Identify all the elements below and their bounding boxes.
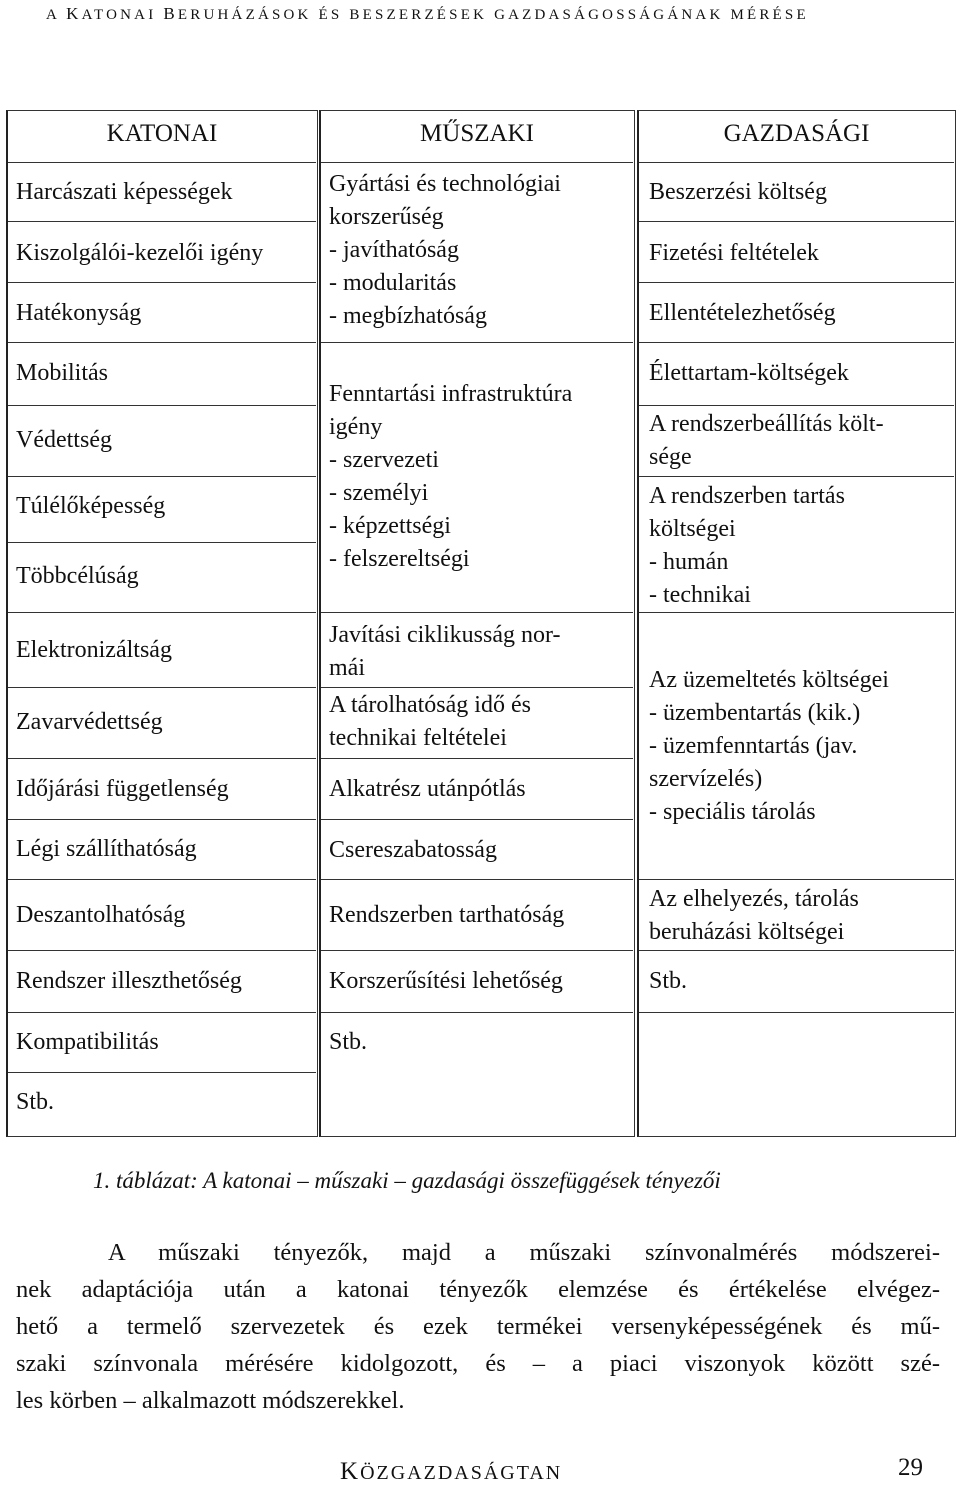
paragraph-line: hető a termelő szervezetek és ezek termékei versenyképességének és mű- [16, 1313, 940, 1340]
table-cell: Deszantolhatóság [16, 902, 186, 928]
table-cell: Stb. [16, 1089, 55, 1115]
row-divider [639, 612, 954, 613]
running-head [46, 4, 809, 24]
table-cell: - felszereltségi [329, 546, 470, 572]
footer-title [340, 1458, 562, 1486]
table-cell: A rendszerben tartás [649, 483, 845, 509]
table-cell: korszerűség [329, 204, 444, 230]
running-head-part: ATONAI [81, 7, 157, 23]
row-divider [8, 342, 316, 343]
row-divider [639, 282, 954, 283]
table-caption [93, 1168, 721, 1194]
row-divider [321, 342, 633, 343]
row-divider [639, 221, 954, 222]
table-cell: - személyi [329, 480, 429, 506]
row-divider [8, 758, 316, 759]
caption-text: táblázat: A katonai [116, 1168, 292, 1193]
row-divider [639, 342, 954, 343]
table-cell: Stb. [329, 1029, 368, 1055]
running-head-part: K [66, 4, 82, 23]
table-cell: szervízelés) [649, 766, 763, 792]
caption-text: gazdasági összefüggések tényezői [411, 1168, 721, 1193]
row-divider [8, 612, 316, 613]
row-divider [321, 1012, 633, 1013]
table-cell: sége [649, 444, 692, 470]
table-cell: Élettartam-költségek [649, 360, 849, 386]
running-head-part: BESZERZÉSEK [349, 7, 488, 23]
running-head-part: ERUHÁZÁSOK ÉS [177, 7, 343, 23]
table-cell: Javítási ciklikusság nor- [329, 622, 561, 648]
row-divider [8, 542, 316, 543]
table-cell: - képzettségi [329, 513, 451, 539]
row-divider [8, 950, 316, 951]
table-cell: A rendszerbeállítás költ- [649, 411, 884, 437]
running-head-part: MÉRÉSE [730, 7, 809, 23]
row-divider [639, 162, 954, 163]
caption-text: műszaki [314, 1168, 389, 1193]
table-cell: beruházási költségei [649, 919, 845, 945]
table-cell: Az elhelyezés, tárolás [649, 886, 859, 912]
row-divider [321, 950, 633, 951]
footer-initial: K [340, 1458, 361, 1485]
table-cell: Fizetési feltételek [649, 240, 819, 266]
table-cell: Légi szállíthatóság [16, 836, 197, 862]
table-cell: - modularitás [329, 270, 457, 296]
body-paragraph [16, 1234, 940, 1419]
table-cell: Fenntartási infrastruktúra [329, 381, 573, 407]
row-divider [8, 282, 316, 283]
row-divider [321, 819, 633, 820]
running-head-part: GAZDASÁGOSSÁGÁNAK [494, 7, 724, 23]
paragraph-line: szaki színvonala mérésére kidolgozott, és – a piaci viszonyok között szé- [16, 1350, 940, 1377]
page-number: 29 [898, 1454, 923, 1481]
table-cell: Védettség [16, 427, 112, 453]
table-cell: Hatékonyság [16, 300, 142, 326]
row-divider [639, 950, 954, 951]
table-cell: Időjárási függetlenség [16, 776, 229, 802]
row-divider [639, 1012, 954, 1013]
row-divider [321, 758, 633, 759]
row-divider [8, 405, 316, 406]
table-cell: A tárolhatóság idő és [329, 692, 531, 718]
caption-dash: – [297, 1168, 309, 1193]
table-cell: - technikai [649, 582, 751, 608]
table-cell: Zavarvédettség [16, 709, 163, 735]
column-header-katonai: KATONAI [106, 120, 218, 147]
row-divider [8, 687, 316, 688]
table-cell: Kiszolgálói-kezelői igény [16, 240, 264, 266]
table-cell: Az üzemeltetés költségei [649, 667, 889, 693]
paragraph-line: A műszaki tényezők, majd a műszaki színvonalmérés módszerei- [108, 1239, 940, 1266]
table-cell: Többcélúság [16, 563, 139, 589]
table-cell: Rendszer illeszthetőség [16, 968, 242, 994]
table-cell: - üzembentartás (kik.) [649, 700, 861, 726]
row-divider [8, 476, 316, 477]
table-cell: Rendszerben tarthatóság [329, 902, 565, 928]
table-cell: - megbízhatóság [329, 303, 487, 329]
caption-dash: – [394, 1168, 406, 1193]
footer-rest: ÖZGAZDASÁGTAN [360, 1462, 563, 1484]
table-cell: Mobilitás [16, 360, 109, 386]
table-cell: Alkatrész utánpótlás [329, 776, 526, 802]
table-cell: - üzemfenntartás (jav. [649, 733, 858, 759]
table-cell: Gyártási és technológiai [329, 171, 561, 197]
table-cell: - javíthatóság [329, 237, 459, 263]
row-divider [8, 162, 316, 163]
running-head-part: B [163, 4, 178, 23]
row-divider [321, 162, 633, 163]
row-divider [321, 879, 633, 880]
column-header-muszaki: MŰSZAKI [420, 120, 534, 147]
table-cell: Korszerűsítési lehetőség [329, 968, 563, 994]
table-cell: Túlélőképesség [16, 493, 166, 519]
row-divider [8, 879, 316, 880]
row-divider [639, 879, 954, 880]
table-cell: - szervezeti [329, 447, 439, 473]
table-cell: Kompatibilitás [16, 1029, 159, 1055]
row-divider [321, 612, 633, 613]
row-divider [8, 1012, 316, 1013]
row-divider [8, 1072, 316, 1073]
table-cell: Stb. [649, 968, 688, 994]
table-cell: mái [329, 655, 365, 681]
table-cell: - humán [649, 549, 729, 575]
row-divider [639, 405, 954, 406]
table-cell: költségei [649, 516, 736, 542]
table-cell: technikai feltételei [329, 725, 507, 751]
table-cell: Harcászati képességek [16, 179, 233, 205]
table-cell: Ellentételezhetőség [649, 300, 836, 326]
table-cell: Beszerzési költség [649, 179, 827, 205]
caption-number: 1. [93, 1168, 111, 1193]
row-divider [8, 819, 316, 820]
row-divider [8, 221, 316, 222]
paragraph-line: nek adaptációja után a katonai tényezők elemzése és értékelése elvégez- [16, 1276, 940, 1303]
column-header-gazdasagi: GAZDASÁGI [723, 120, 870, 147]
row-divider [321, 687, 633, 688]
table-cell: - speciális tárolás [649, 799, 816, 825]
table-cell: igény [329, 414, 383, 440]
running-head-part: A [46, 7, 60, 23]
table-cell: Elektronizáltság [16, 637, 172, 663]
paragraph-line: les körben – alkalmazott módszerekkel. [16, 1387, 405, 1414]
row-divider [639, 476, 954, 477]
table-cell: Csereszabatosság [329, 837, 497, 863]
